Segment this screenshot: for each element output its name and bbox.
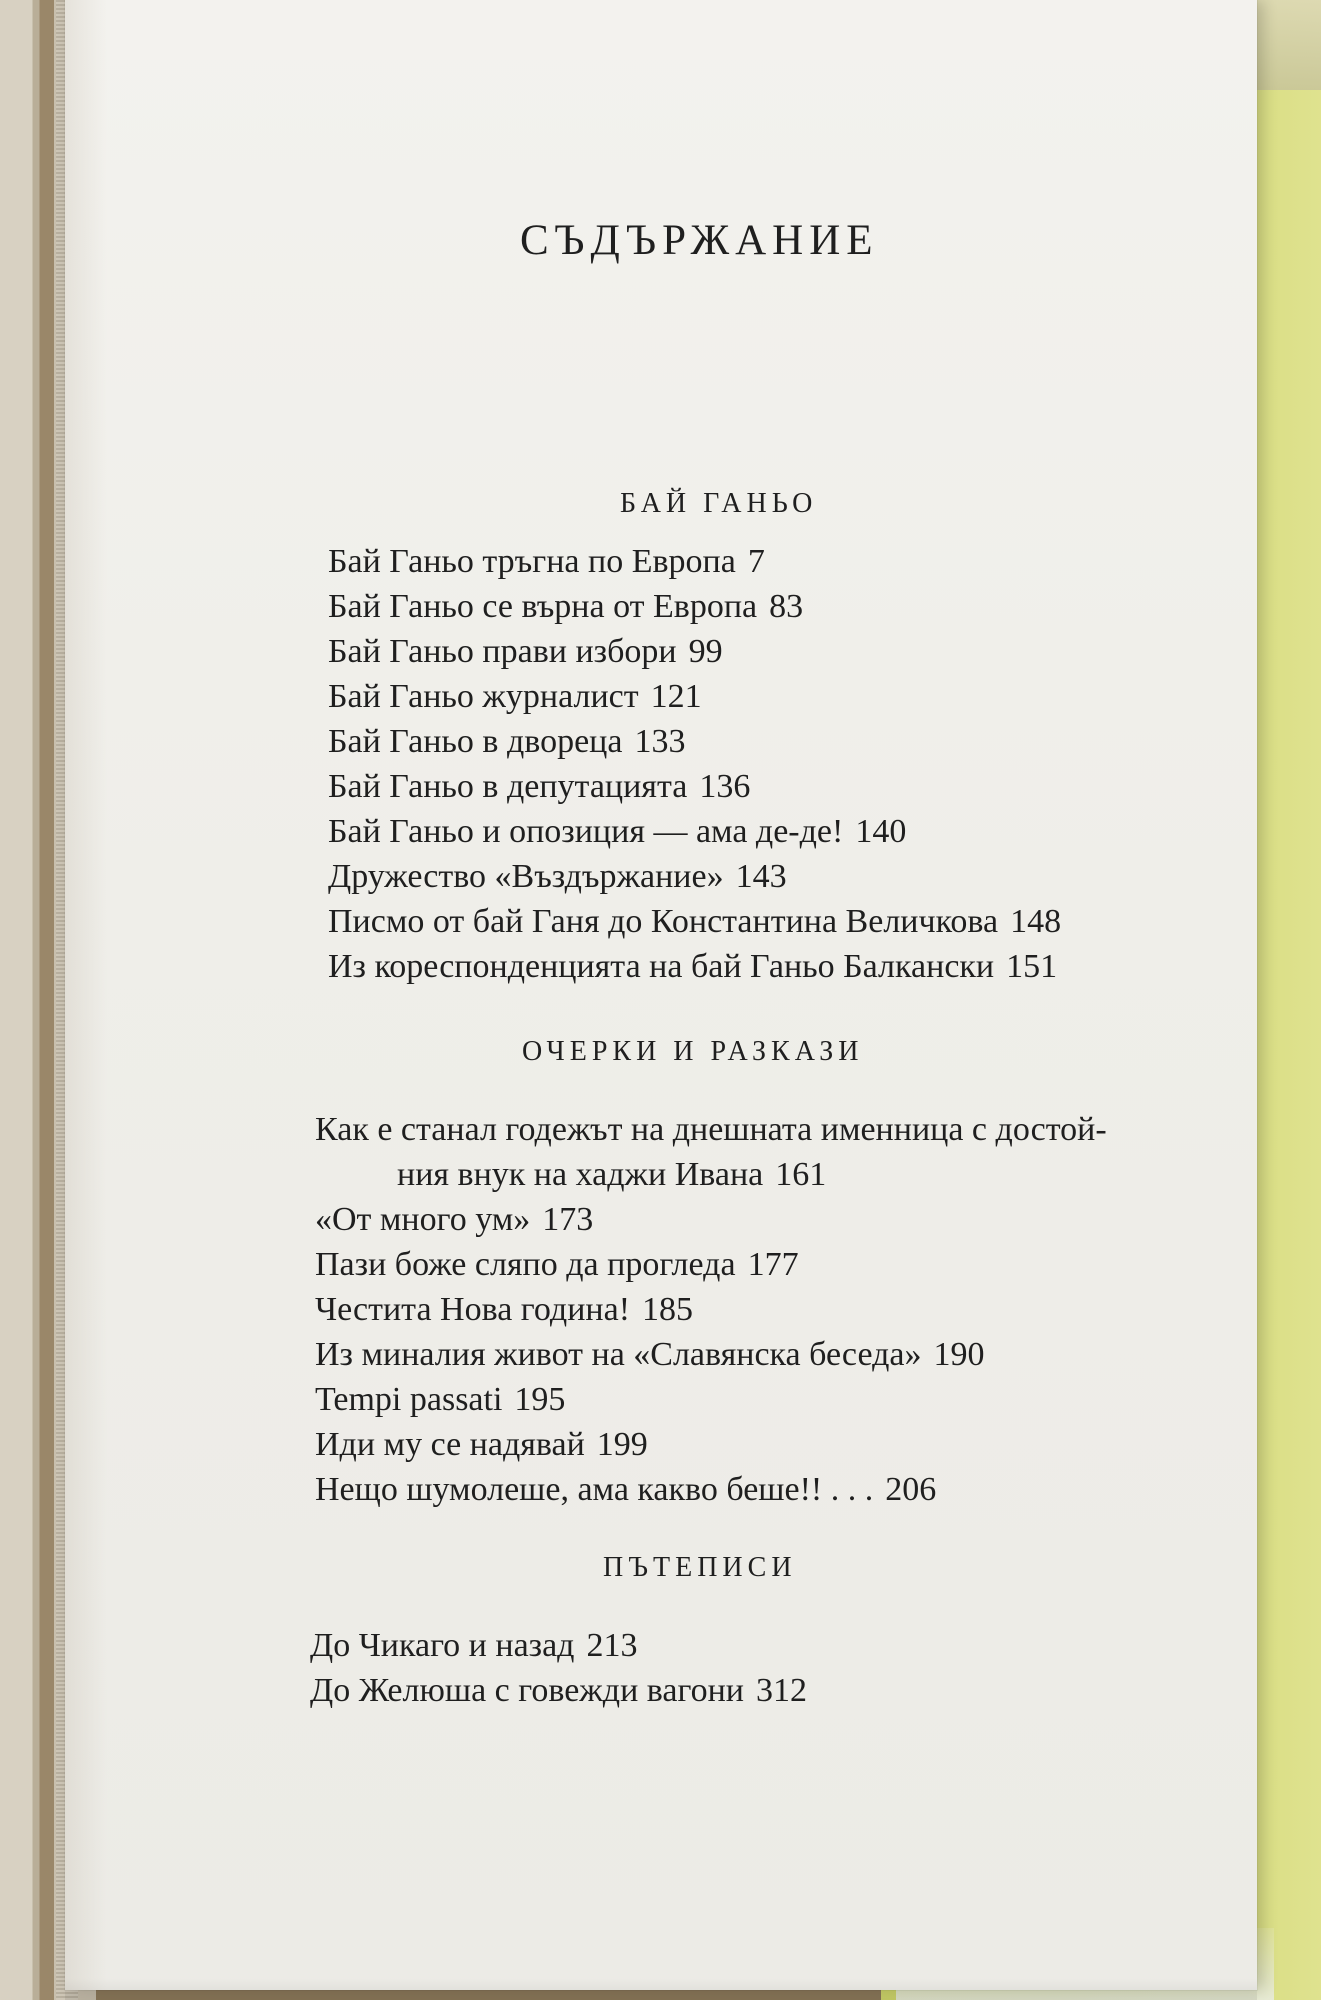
toc-entry-page: 83: [769, 588, 804, 625]
toc-entry-page: 136: [699, 768, 751, 805]
toc-entry-page: 312: [755, 1672, 807, 1709]
toc-entry: [328, 809, 1061, 854]
toc-entry: [315, 1422, 1107, 1467]
toc-entry-page: 206: [885, 1471, 937, 1508]
toc-entry-title: Бай Ганьо в двореца: [328, 723, 623, 760]
toc-entry: [328, 539, 1061, 584]
toc-list-travelogues: [310, 1623, 807, 1713]
toc-entry: [310, 1668, 807, 1713]
toc-entry: [315, 1197, 1107, 1242]
toc-entry: [315, 1377, 1107, 1422]
toc-entry: [328, 764, 1061, 809]
toc-entry: [315, 1467, 1107, 1512]
toc-entry-multiline: [315, 1107, 1107, 1197]
toc-entry-title: Бай Ганьо в депутацията: [328, 768, 688, 805]
toc-entry-title-continuation: ния внук на хаджи Ивана: [397, 1156, 764, 1193]
toc-entry-title: Из миналия живот на «Славянска беседа»: [315, 1336, 922, 1373]
toc-entry-title: Tempi passati: [315, 1381, 503, 1418]
toc-list-essays-stories: [315, 1107, 1107, 1512]
toc-entry-page: 99: [688, 633, 723, 670]
toc-entry-title: Бай Ганьо тръгна по Европа: [328, 543, 736, 580]
toc-entry-page: 195: [514, 1381, 566, 1418]
section-title-bai-ganyo: БАЙ ГАНЬО: [620, 488, 818, 519]
toc-entry-title: Дружество «Въздържание»: [328, 858, 724, 895]
toc-entry: [328, 629, 1061, 674]
toc-entry-title: Иди му се надявай: [315, 1426, 585, 1463]
toc-entry: [328, 674, 1061, 719]
toc-entry: [328, 584, 1061, 629]
page-title: СЪДЪРЖАНИЕ: [520, 217, 879, 264]
toc-entry-title: Пази боже сляпо да прогледа: [315, 1246, 736, 1283]
toc-entry-title: До Желюша с говежди вагони: [310, 1672, 744, 1709]
toc-entry-title-line-1: Как е станал годежът на днешната именница с достой-: [315, 1111, 1107, 1148]
toc-entry-page: 148: [1010, 903, 1062, 940]
toc-entry-title: Бай Ганьо и опозиция — ама де-де!: [328, 813, 844, 850]
page-content: [65, 0, 1257, 1990]
toc-list-bai-ganyo: [328, 539, 1061, 989]
toc-entry-page: 151: [1006, 948, 1058, 985]
section-title-essays-stories: ОЧЕРКИ И РАЗКАЗИ: [522, 1036, 864, 1067]
toc-entry-page: 140: [855, 813, 907, 850]
toc-entry-page: 121: [650, 678, 702, 715]
toc-entry: [328, 899, 1061, 944]
toc-entry-title: До Чикаго и назад: [310, 1627, 575, 1664]
toc-entry: [315, 1332, 1107, 1377]
toc-entry: [315, 1287, 1107, 1332]
toc-entry: [328, 944, 1061, 989]
toc-entry-page: 177: [747, 1246, 799, 1283]
section-title-travelogues: ПЪТЕПИСИ: [603, 1552, 797, 1583]
toc-entry: [310, 1623, 807, 1668]
toc-entry-page: 7: [747, 543, 765, 580]
toc-entry-page: 190: [933, 1336, 985, 1373]
toc-entry-title: Бай Ганьо журналист: [328, 678, 639, 715]
toc-entry-title: Нещо шумолеше, ама какво беше!! . . .: [315, 1471, 874, 1508]
toc-entry-title: Писмо от бай Ганя до Константина Величкова: [328, 903, 999, 940]
toc-entry-title: Из кореспонденцията на бай Ганьо Балкански: [328, 948, 995, 985]
contents-page: [65, 0, 1257, 1990]
toc-entry-title: Бай Ганьо се върна от Европа: [328, 588, 758, 625]
toc-entry-title-line-2: [315, 1152, 1107, 1197]
toc-entry: [328, 719, 1061, 764]
toc-entry-title: Честита Нова година!: [315, 1291, 631, 1328]
toc-entry-page: 185: [642, 1291, 694, 1328]
toc-entry-title: Бай Ганьо прави избори: [328, 633, 677, 670]
toc-entry-page: 133: [634, 723, 686, 760]
toc-entry: [315, 1242, 1107, 1287]
toc-entry-page: 173: [542, 1201, 594, 1238]
toc-entry-page: 213: [586, 1627, 638, 1664]
toc-entry-title: «От много ум»: [315, 1201, 531, 1238]
toc-entry-page: 199: [596, 1426, 648, 1463]
toc-entry-page: 161: [775, 1156, 827, 1193]
toc-entry: [328, 854, 1061, 899]
toc-entry-page: 143: [735, 858, 787, 895]
